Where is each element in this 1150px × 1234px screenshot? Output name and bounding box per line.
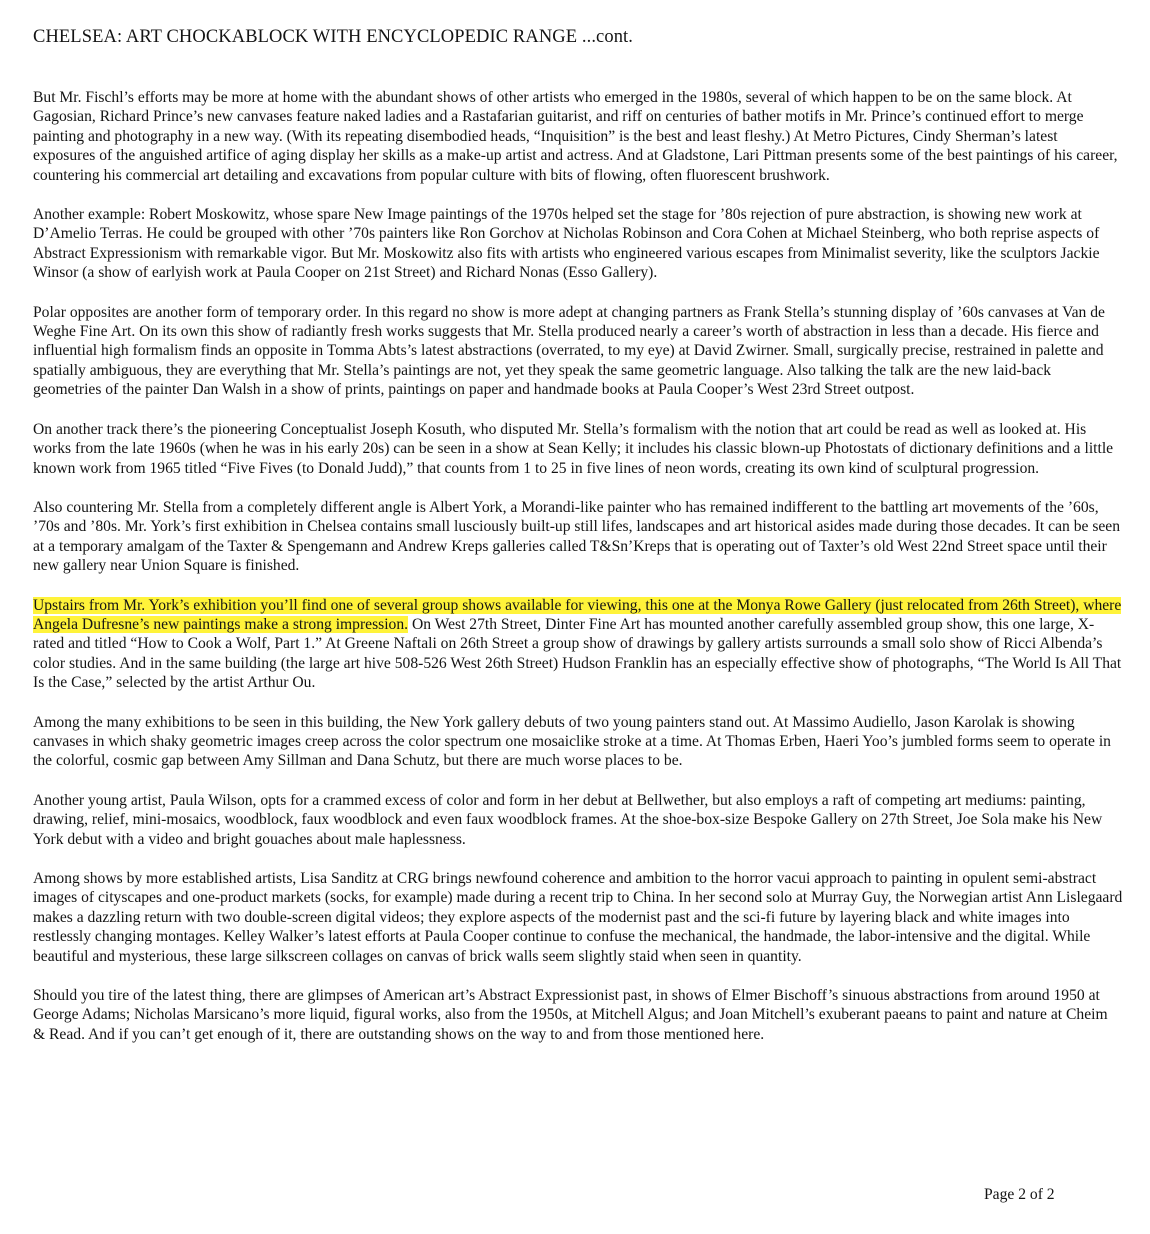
paragraph-6-text: On West 27th Street, Dinter Fine Art has mounted another carefully assembled group show, this one large, X-rated and titled “How to Cook a Wolf, Part 1.” At Greene Naftali on 26th Street a group show of drawings by gallery artists surrounds a small solo show of Ricci Albenda’s color studies. And in the same building (the large art hive 508-526 West 26th Street) Hudson Franklin has an especially effective show of photographs, “The World Is All That Is the Case,” selected by the artist Arthur Ou. [33,615,1122,692]
highlighted-text: Upstairs from Mr. York’s exhibition you’ll find one of several group shows available for viewing, this one at the Monya Rowe Gallery (just relocated from 26th Street), where Angela Dufresne’s new paintings make a strong impression. [33,596,1122,633]
article-body [33,88,1123,1064]
page-title: CHELSEA: ART CHOCKABLOCK WITH ENCYCLOPEDIC RANGE ...cont. [33,27,634,47]
page-number: Page 2 of 2 [984,1186,1055,1203]
paragraph-1: But Mr. Fischl’s efforts may be more at home with the abundant shows of other artists who emerged in the 1980s, several of which happen to be on the same block. At Gagosian, Richard Prince’s new canvases feature naked ladies and a Rastafarian guitarist, and riff on centuries of bather motifs in Mr. Prince’s continued effort to merge painting and photography in a new way. (With its repeating disembodied heads, “Inquisition” is the best and least fleshy.) At Metro Pictures, Cindy Sherman’s latest exposures of the anguished artifice of aging display her skills as a make-up artist and actress. And at Gladstone, Lari Pittman presents some of the best paintings of his career, countering his commercial art detailing and excavations from popular culture with bits of flowing, often fluorescent brushwork. [33,89,1118,184]
paragraph-7: Among the many exhibitions to be seen in this building, the New York gallery debuts of two young painters stand out. At Massimo Audiello, Jason Karolak is showing canvases in which shaky geometric images creep across the color spectrum one mosaiclike stroke at a time. At Thomas Erben, Haeri Yoo’s jumbled forms seem to operate in the colorful, cosmic gap between Amy Sillman and Dana Schutz, but there are much worse places to be. [33,713,1111,770]
paragraph-8: Another young artist, Paula Wilson, opts for a crammed excess of color and form in her debut at Bellwether, but also employs a raft of competing art mediums: painting, drawing, relief, mini-mosaics, woodblock, faux woodblock and even faux woodblock frames. At the shoe-box-size Bespoke Gallery on 27th Street, Joe Sola make his New York debut with a video and bright gouaches about male haplessness. [33,791,1103,848]
paragraph-4: On another track there’s the pioneering Conceptualist Joseph Kosuth, who disputed Mr. Stella’s formalism with the notion that art could be read as well as looked at. His works from the late 1960s (when he was in his early 20s) can be seen in a show at Sean Kelly; it includes his classic blown-up Photostats of dictionary definitions and a little known work from 1965 titled “Five Fives (to Donald Judd),” that counts from 1 to 25 in five lines of neon words, creating its own kind of sculptural progression. [33,420,1114,477]
paragraph-10: Should you tire of the latest thing, there are glimpses of American art’s Abstract Expressionist past, in shows of Elmer Bischoff’s sinuous abstractions from around 1950 at George Adams; Nicholas Marsicano’s more liquid, figural works, also from the 1950s, at Mitchell Algus; and Joan Mitchell’s exuberant paeans to paint and nature at Cheim & Read. And if you can’t get enough of it, there are outstanding shows on the way to and from those mentioned here. [33,987,1108,1043]
paragraph-2: Another example: Robert Moskowitz, whose spare New Image paintings of the 1970s helped set the stage for ’80s rejection of pure abstraction, is showing new work at D’Amelio Terras. He could be grouped with other ’70s painters like Ron Gorchov at Nicholas Robinson and Cora Cohen at Michael Steinberg, who both reprise aspects of Abstract Expressionism with remarkable vigor. But Mr. Moskowitz also fits with artists who engineered various escapes from Minimalist severity, like the sculptors Jackie Winsor (a show of earlyish work at Paula Cooper on 21st Street) and Richard Nonas (Esso Gallery). [33,206,1100,282]
paragraph-3: Polar opposites are another form of temporary order. In this regard no show is more adept at changing partners as Frank Stella’s stunning display of ’60s canvases at Van de Weghe Fine Art. On its own this show of radiantly fresh works suggests that Mr. Stella produced nearly a career’s worth of abstraction in less than a decade. His fierce and influential high formalism finds an opposite in Tomma Abts’s latest abstractions (overrated, to my eye) at David Zwirner. Small, surgically precise, restrained in palette and spatially ambiguous, they are everything that Mr. Stella’s paintings are not, yet they speak the same geometric language. Also talking the talk are the new laid-back geometries of the painter Dan Walsh in a show of prints, paintings on paper and handmade books at Paula Cooper’s West 23rd Street outpost. [33,303,1105,399]
paragraph-9: Among shows by more established artists, Lisa Sanditz at CRG brings newfound coherence and ambition to the horror vacui approach to painting in opulent semi-abstract images of cityscapes and one-product markets (socks, for example) made during a recent trip to China. In her second solo at Murray Guy, the Norwegian artist Ann Lislegaard makes a dazzling return with two double-screen digital videos; they explore aspects of the modernist past and the sci-fi future by layering black and white images into restlessly changing montages. Kelley Walker’s latest efforts at Paula Cooper continue to confuse the mechanical, the handmade, the labor-intensive and the digital. While beautiful and mysterious, these large silkscreen collages on canvas of brick walls seem slightly staid when seen in quantity. [33,870,1123,965]
paragraph-5: Also countering Mr. Stella from a completely different angle is Albert York, a Morandi-like painter who has remained indifferent to the battling art movements of the ’60s, ’70s and ’80s. Mr. York’s first exhibition in Chelsea contains small lusciously built-up still lifes, landscapes and art historical asides made during those decades. It can be seen at a temporary amalgam of the Taxter & Spengemann and Andrew Kreps galleries called T&Sn’Kreps that is operating out of Taxter’s old West 22nd Street space until their new gallery near Union Square is finished. [33,498,1121,575]
paragraph-6 [33,596,1123,693]
